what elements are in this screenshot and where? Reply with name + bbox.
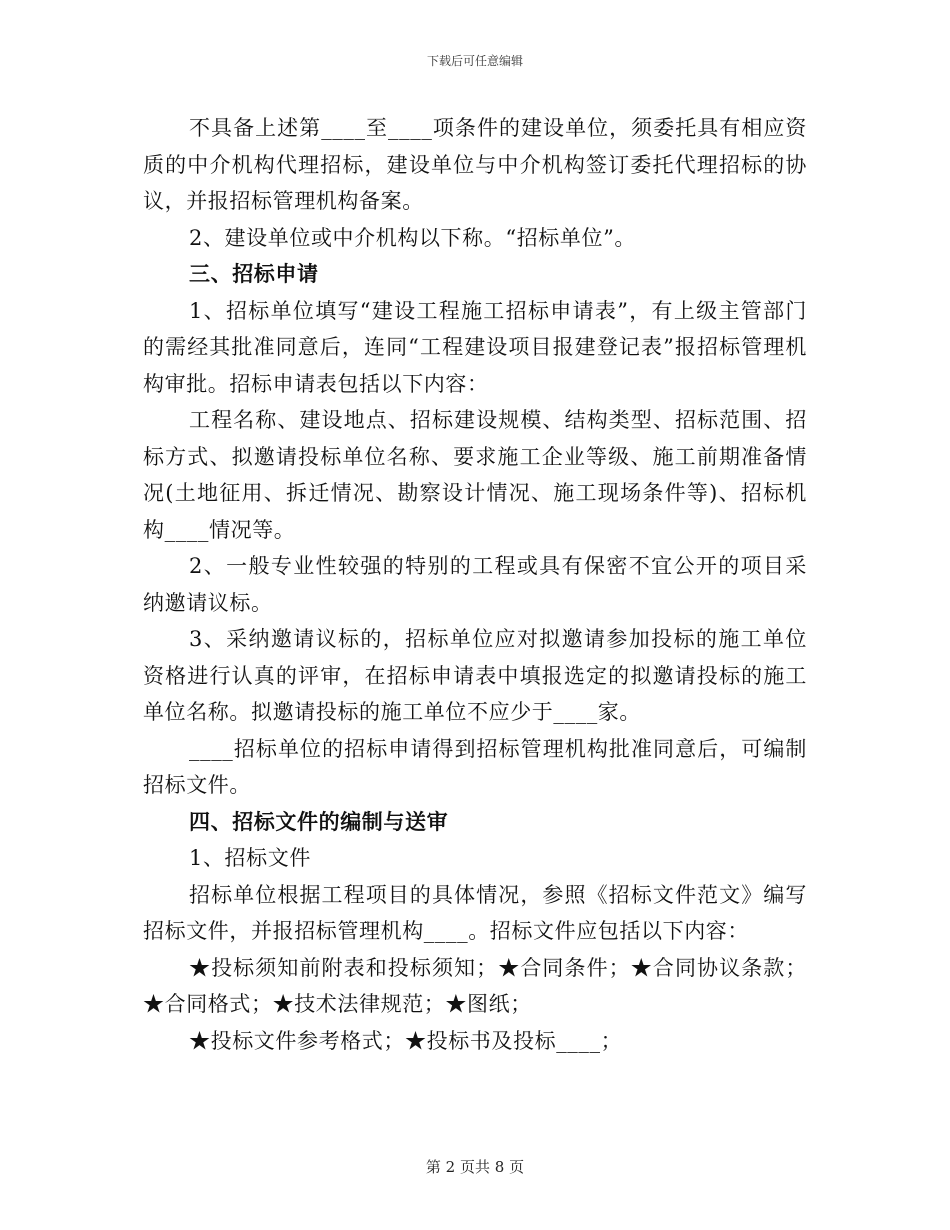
paragraph: ★投标文件参考格式；★投标书及投标____；: [189, 1028, 623, 1053]
paragraph: 3、采纳邀请议标的，招标单位应对拟邀请参加投标的施工单位资格进行认真的评审，在招标申请表中填报选定的拟邀请投标的施工单位名称。拟邀请投标的施工单位不应少于____家。: [143, 627, 807, 724]
paragraph: 1、招标文件: [189, 846, 311, 870]
page-footer: 第 2 页共 8 页: [425, 1158, 525, 1176]
paragraph: 工程名称、建设地点、招标建设规模、结构类型、招标范围、招标方式、拟邀请投标单位名称、要求施工企业等级、施工前期准备情况(土地征用、拆迁情况、勘察设计情况、施工现场条件等)、招标机构____情况等。: [143, 408, 807, 542]
page-header: 下载后可任意编辑: [426, 54, 523, 68]
paragraph: ★投标须知前附表和投标须知；★合同条件；★合同协议条款；★合同格式；★技术法律规范；★图纸；: [143, 955, 807, 1016]
paragraph: 1、招标单位填写“建设工程施工招标申请表”，有上级主管部门的需经其批准同意后，连同“工程建设项目报建登记表”报招标管理机构审批。招标申请表包括以下内容：: [143, 298, 807, 396]
paragraph: ____招标单位的招标申请得到招标管理机构批准同意后，可编制招标文件。: [143, 736, 807, 797]
paragraph: 2、建设单位或中介机构以下称。“招标单位”。: [189, 225, 637, 250]
paragraph: 招标单位根据工程项目的具体情况，参照《招标文件范文》编写招标文件，并报招标管理机构____。招标文件应包括以下内容：: [143, 882, 807, 943]
paragraph: 不具备上述第____至____项条件的建设单位，须委托具有相应资质的中介机构代理招标，建设单位与中介机构签订委托代理招标的协议，并报招标管理机构备案。: [143, 116, 807, 213]
section-heading: 三、招标申请: [189, 261, 319, 286]
section-heading: 四、招标文件的编制与送审: [189, 808, 449, 834]
paragraph: 2、一般专业性较强的特别的工程或具有保密不宜公开的项目采纳邀请议标。: [143, 554, 807, 615]
document-body: [143, 110, 807, 1059]
